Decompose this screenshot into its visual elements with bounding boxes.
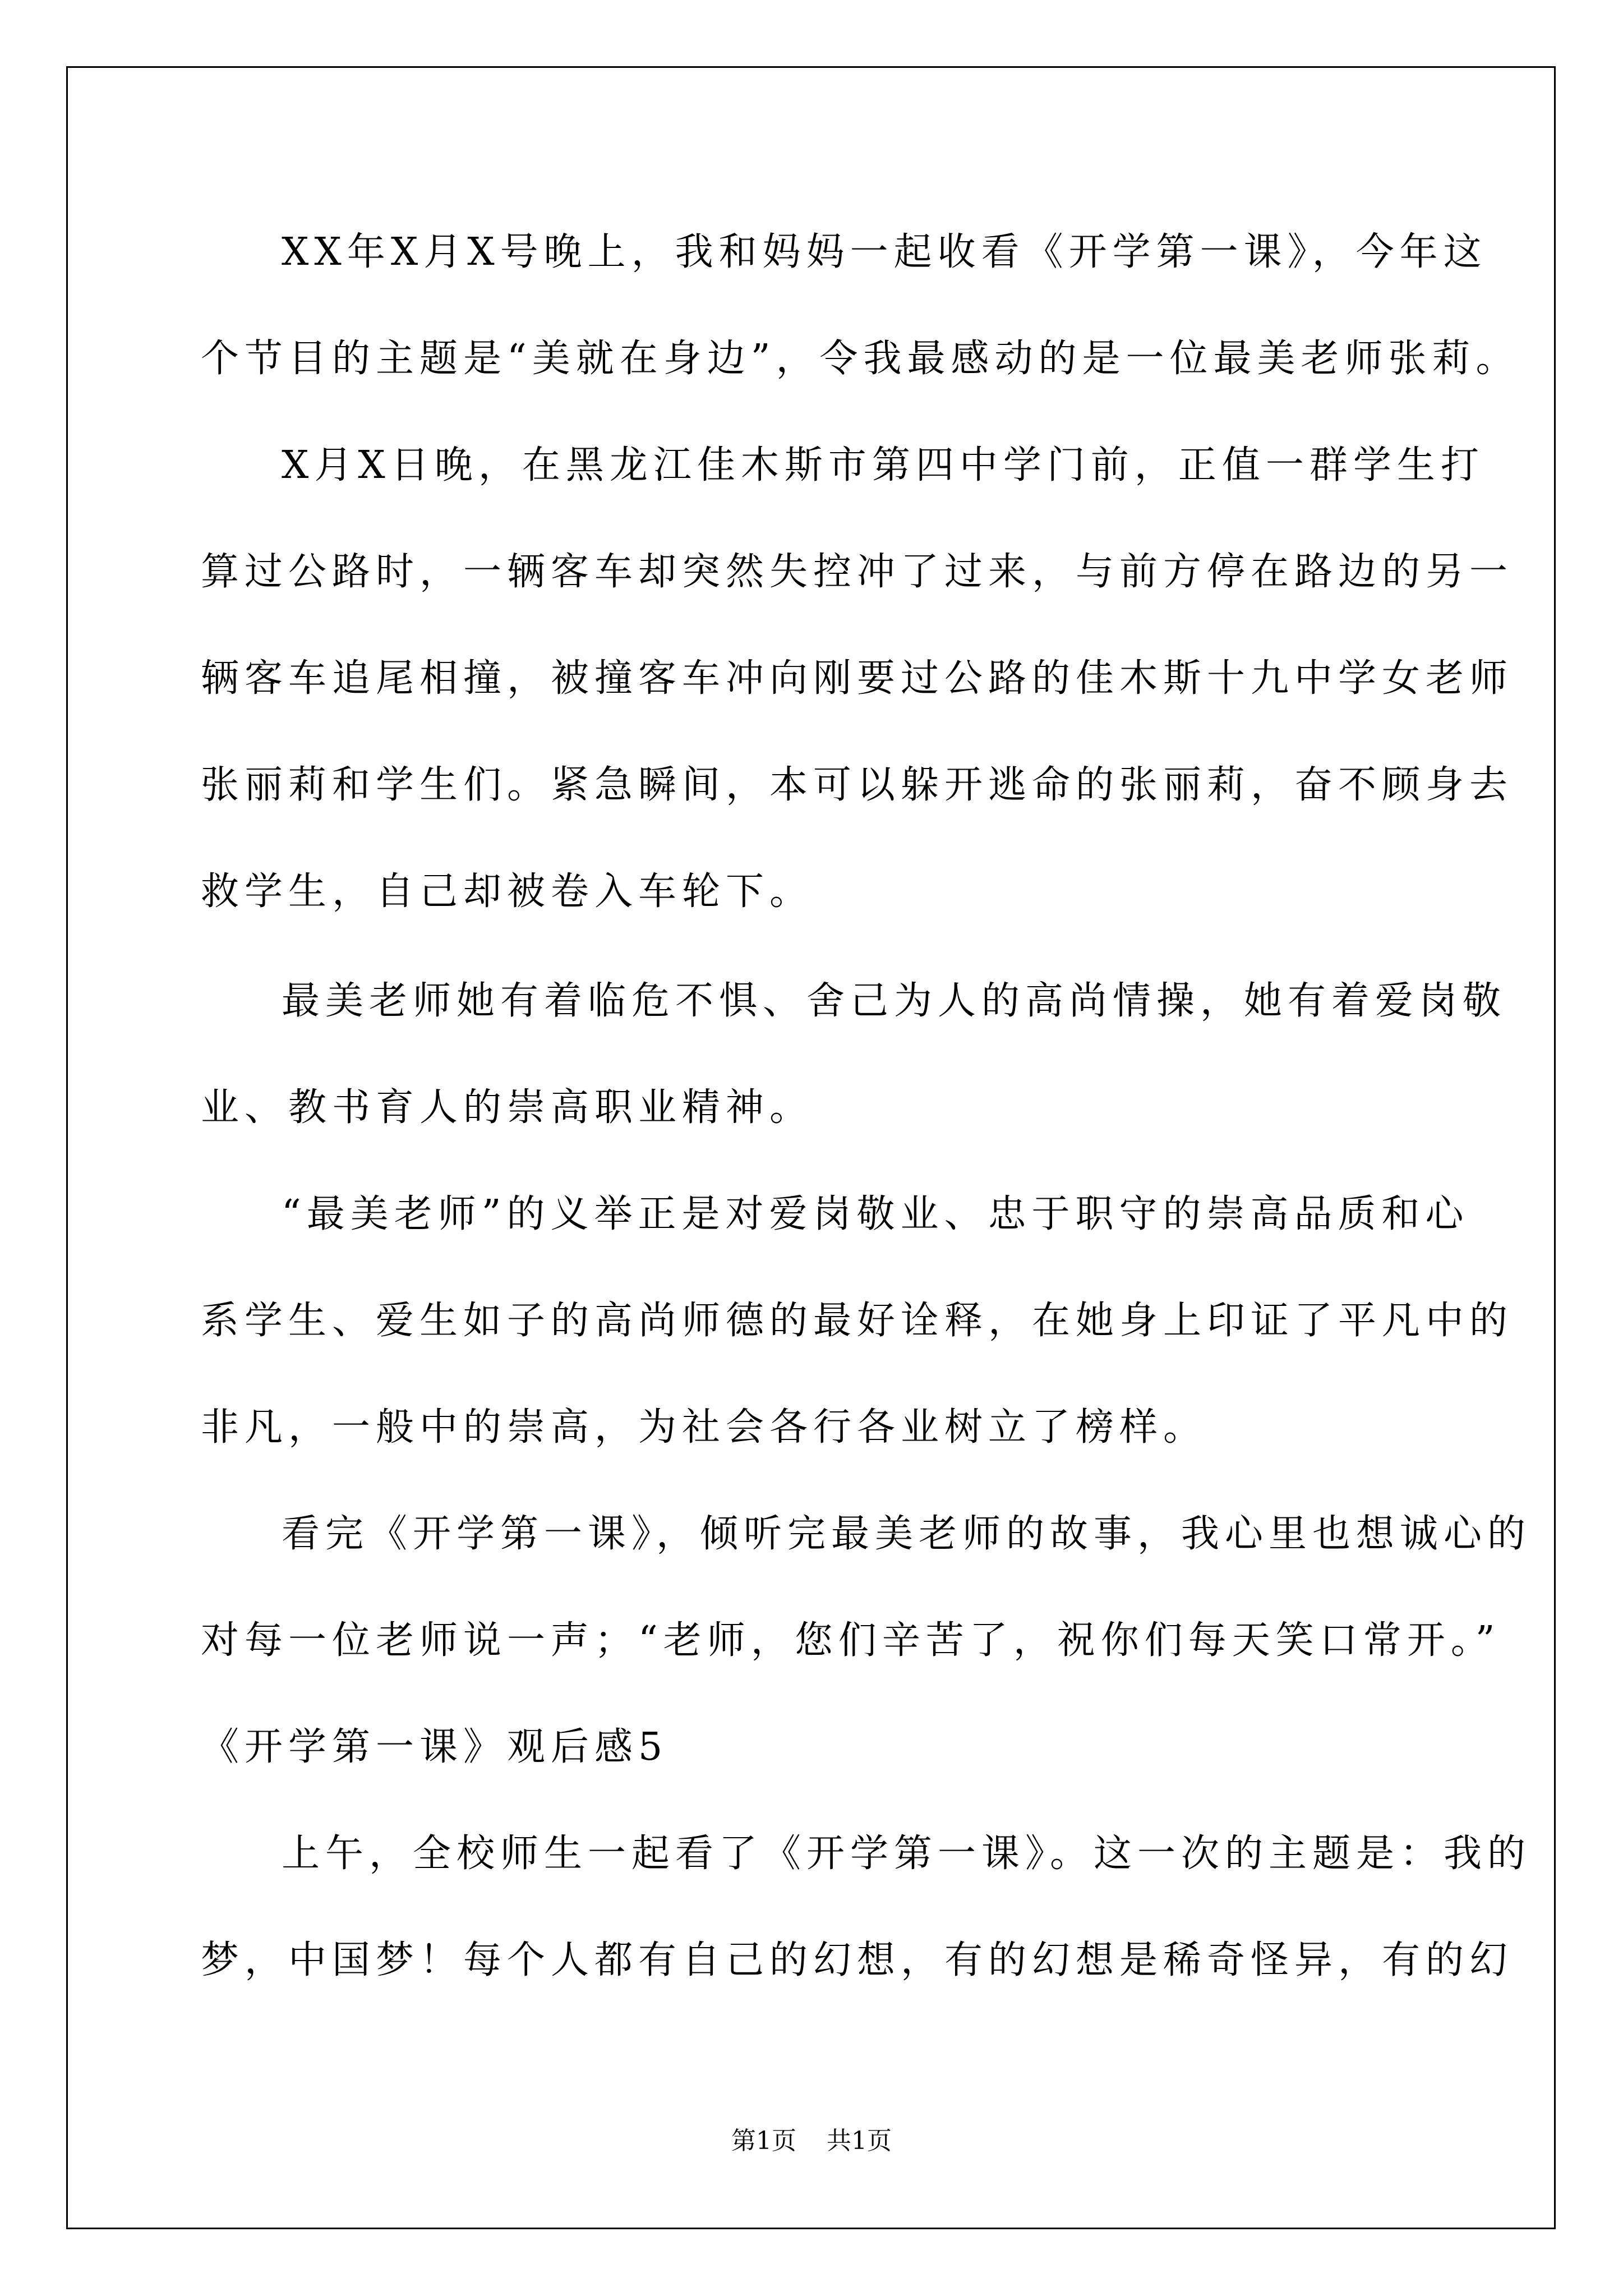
body-line: 上午，全校师生一起看了《开学第一课》。这一次的主题是：我的	[282, 1832, 1532, 1876]
body-line: X月X日晚，在黑龙江佳木斯市第四中学门前，正值一群学生打	[282, 443, 1484, 487]
page-footer	[0, 2120, 1623, 2156]
body-line: 非凡，一般中的崇高，为社会各行各业树立了榜样。	[201, 1405, 1207, 1450]
body-line: 最美老师她有着临危不惧、舍己为人的高尚情操，她有着爱岗敬	[282, 979, 1507, 1023]
body-line: 算过公路时，一辆客车却突然失控冲了过来，与前方停在路边的另一	[201, 550, 1514, 594]
body-line: 救学生，自己却被卷入车轮下。	[201, 869, 814, 914]
body-line: 张丽莉和学生们。紧急瞬间，本可以躲开逃命的张丽莉，奋不顾身去	[201, 763, 1514, 807]
page-total: 共1页	[827, 2127, 892, 2155]
body-line: 系学生、爱生如子的高尚师德的最好诠释，在她身上印证了平凡中的	[201, 1299, 1514, 1343]
body-line: XX年X月X号晚上，我和妈妈一起收看《开学第一课》，今年这	[282, 230, 1487, 274]
body-line: 梦，中国梦！每个人都有自己的幻想，有的幻想是稀奇怪异，有的幻	[201, 1938, 1514, 1982]
body-line: “最美老师”的义举正是对爱岗敬业、忠于职守的崇高品质和心	[282, 1192, 1469, 1236]
body-line: 个节目的主题是“美就在身边”，令我最感动的是一位最美老师张莉。	[201, 337, 1520, 381]
page-border	[66, 66, 1556, 2229]
body-line: 辆客车追尾相撞，被撞客车冲向刚要过公路的佳木斯十九中学女老师	[201, 656, 1514, 701]
body-line: 看完《开学第一课》，倾听完最美老师的故事，我心里也想诚心的	[282, 1512, 1532, 1556]
page-number: 第1页	[731, 2127, 796, 2155]
body-line: 对每一位老师说一声；“老师，您们辛苦了，祝你们每天笑口常开。”	[201, 1618, 1501, 1663]
body-line: 业、教书育人的崇高职业精神。	[201, 1085, 814, 1130]
section-heading: 《开学第一课》观后感5	[201, 1725, 668, 1769]
